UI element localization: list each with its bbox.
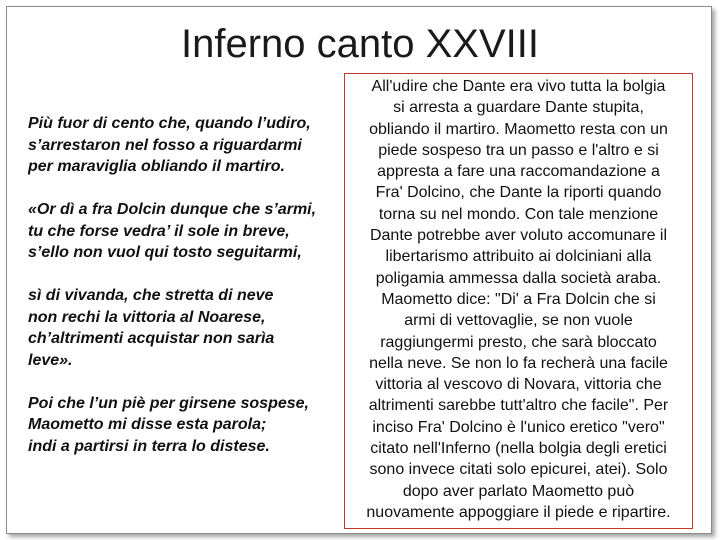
commentary-line: vittoria al vescovo di Novara, vittoria che: [375, 376, 662, 394]
commentary-line: citato nell'Inferno (nella bolgia degli eretici: [370, 440, 667, 458]
commentary-line: Maometto dice: "Di' a Fra Dolcin che si: [381, 290, 656, 308]
commentary-line: nella neve. Se non lo fa recherà una facile: [369, 354, 668, 372]
verse-line: indi a partirsi in terra lo distese.: [28, 437, 270, 455]
verse-line: ch’altrimenti acquistar non sarìa: [28, 330, 275, 347]
verse-line: non rechi la vittoria al Noarese,: [28, 308, 266, 326]
commentary-line: sono invece citati solo epicurei, atei). Solo: [369, 461, 668, 479]
commentary-line: nuovamente appoggiare il piede e ripartire.: [366, 503, 671, 521]
commentary-line: torna su nel mondo. Con tale menzione: [378, 205, 659, 223]
stanza: [28, 393, 350, 458]
verse-line: tu che forse vedra’ il sole in breve,: [28, 222, 290, 240]
commentary-line: armi di vettovaglie, se non vuole: [404, 312, 633, 330]
verse-line: leve».: [28, 351, 73, 369]
verse-line: sì di vivanda, che stretta di neve: [28, 287, 274, 304]
verse-line: per maraviglia obliando il martiro.: [28, 158, 285, 175]
commentary-line: libertarismo attribuito ai dolciniani alla: [385, 248, 652, 266]
verse-line: «Or dì a fra Dolcin dunque che s’armi,: [28, 201, 317, 218]
stanza: [28, 113, 350, 178]
verse-line: Più fuor di cento che, quando l’udiro,: [28, 115, 311, 132]
commentary-line: obliando il martiro. Maometto resta con un: [369, 120, 668, 138]
stanza: [28, 285, 350, 371]
stanza: [28, 199, 350, 264]
commentary-box: [344, 73, 693, 529]
commentary-line: appresta a fare una raccomandazione a: [377, 163, 660, 181]
verse-line: Poi che l’un piè per girsene sospese,: [28, 394, 309, 412]
commentary-line: raggiungermi presto, che sarà bloccato: [380, 333, 657, 351]
commentary-line: altrimenti sarebbe tutt'altro che facile". Per: [368, 397, 669, 415]
verse-line: s’arrestaron nel fosso a riguardarmi: [28, 136, 302, 154]
verse-line: s’ello non vuol qui tosto seguitarmi,: [28, 244, 302, 261]
commentary-line: All'udire che Dante era vivo tutta la bolgia: [371, 78, 666, 95]
slide-title: Inferno canto XXVIII: [181, 22, 539, 66]
commentary-line: Dante potrebbe aver voluto accomunare il: [369, 227, 668, 245]
verse-line: Maometto mi disse esta parola;: [28, 416, 267, 433]
commentary-line: poligamia ammessa dalla società araba.: [375, 269, 662, 287]
commentary-line: Fra' Dolcino, che Dante la riporti quando: [375, 184, 662, 202]
commentary-line: dopo aver parlato Maometto può: [402, 482, 635, 500]
commentary-line: piede sospeso tra un passo e l'altro e si: [378, 141, 659, 159]
commentary-line: si arresta a guardare Dante stupita,: [393, 99, 644, 117]
commentary-line: inciso Fra' Dolcino è l'unico eretico "vero": [372, 418, 665, 436]
verses-block: [28, 113, 350, 479]
